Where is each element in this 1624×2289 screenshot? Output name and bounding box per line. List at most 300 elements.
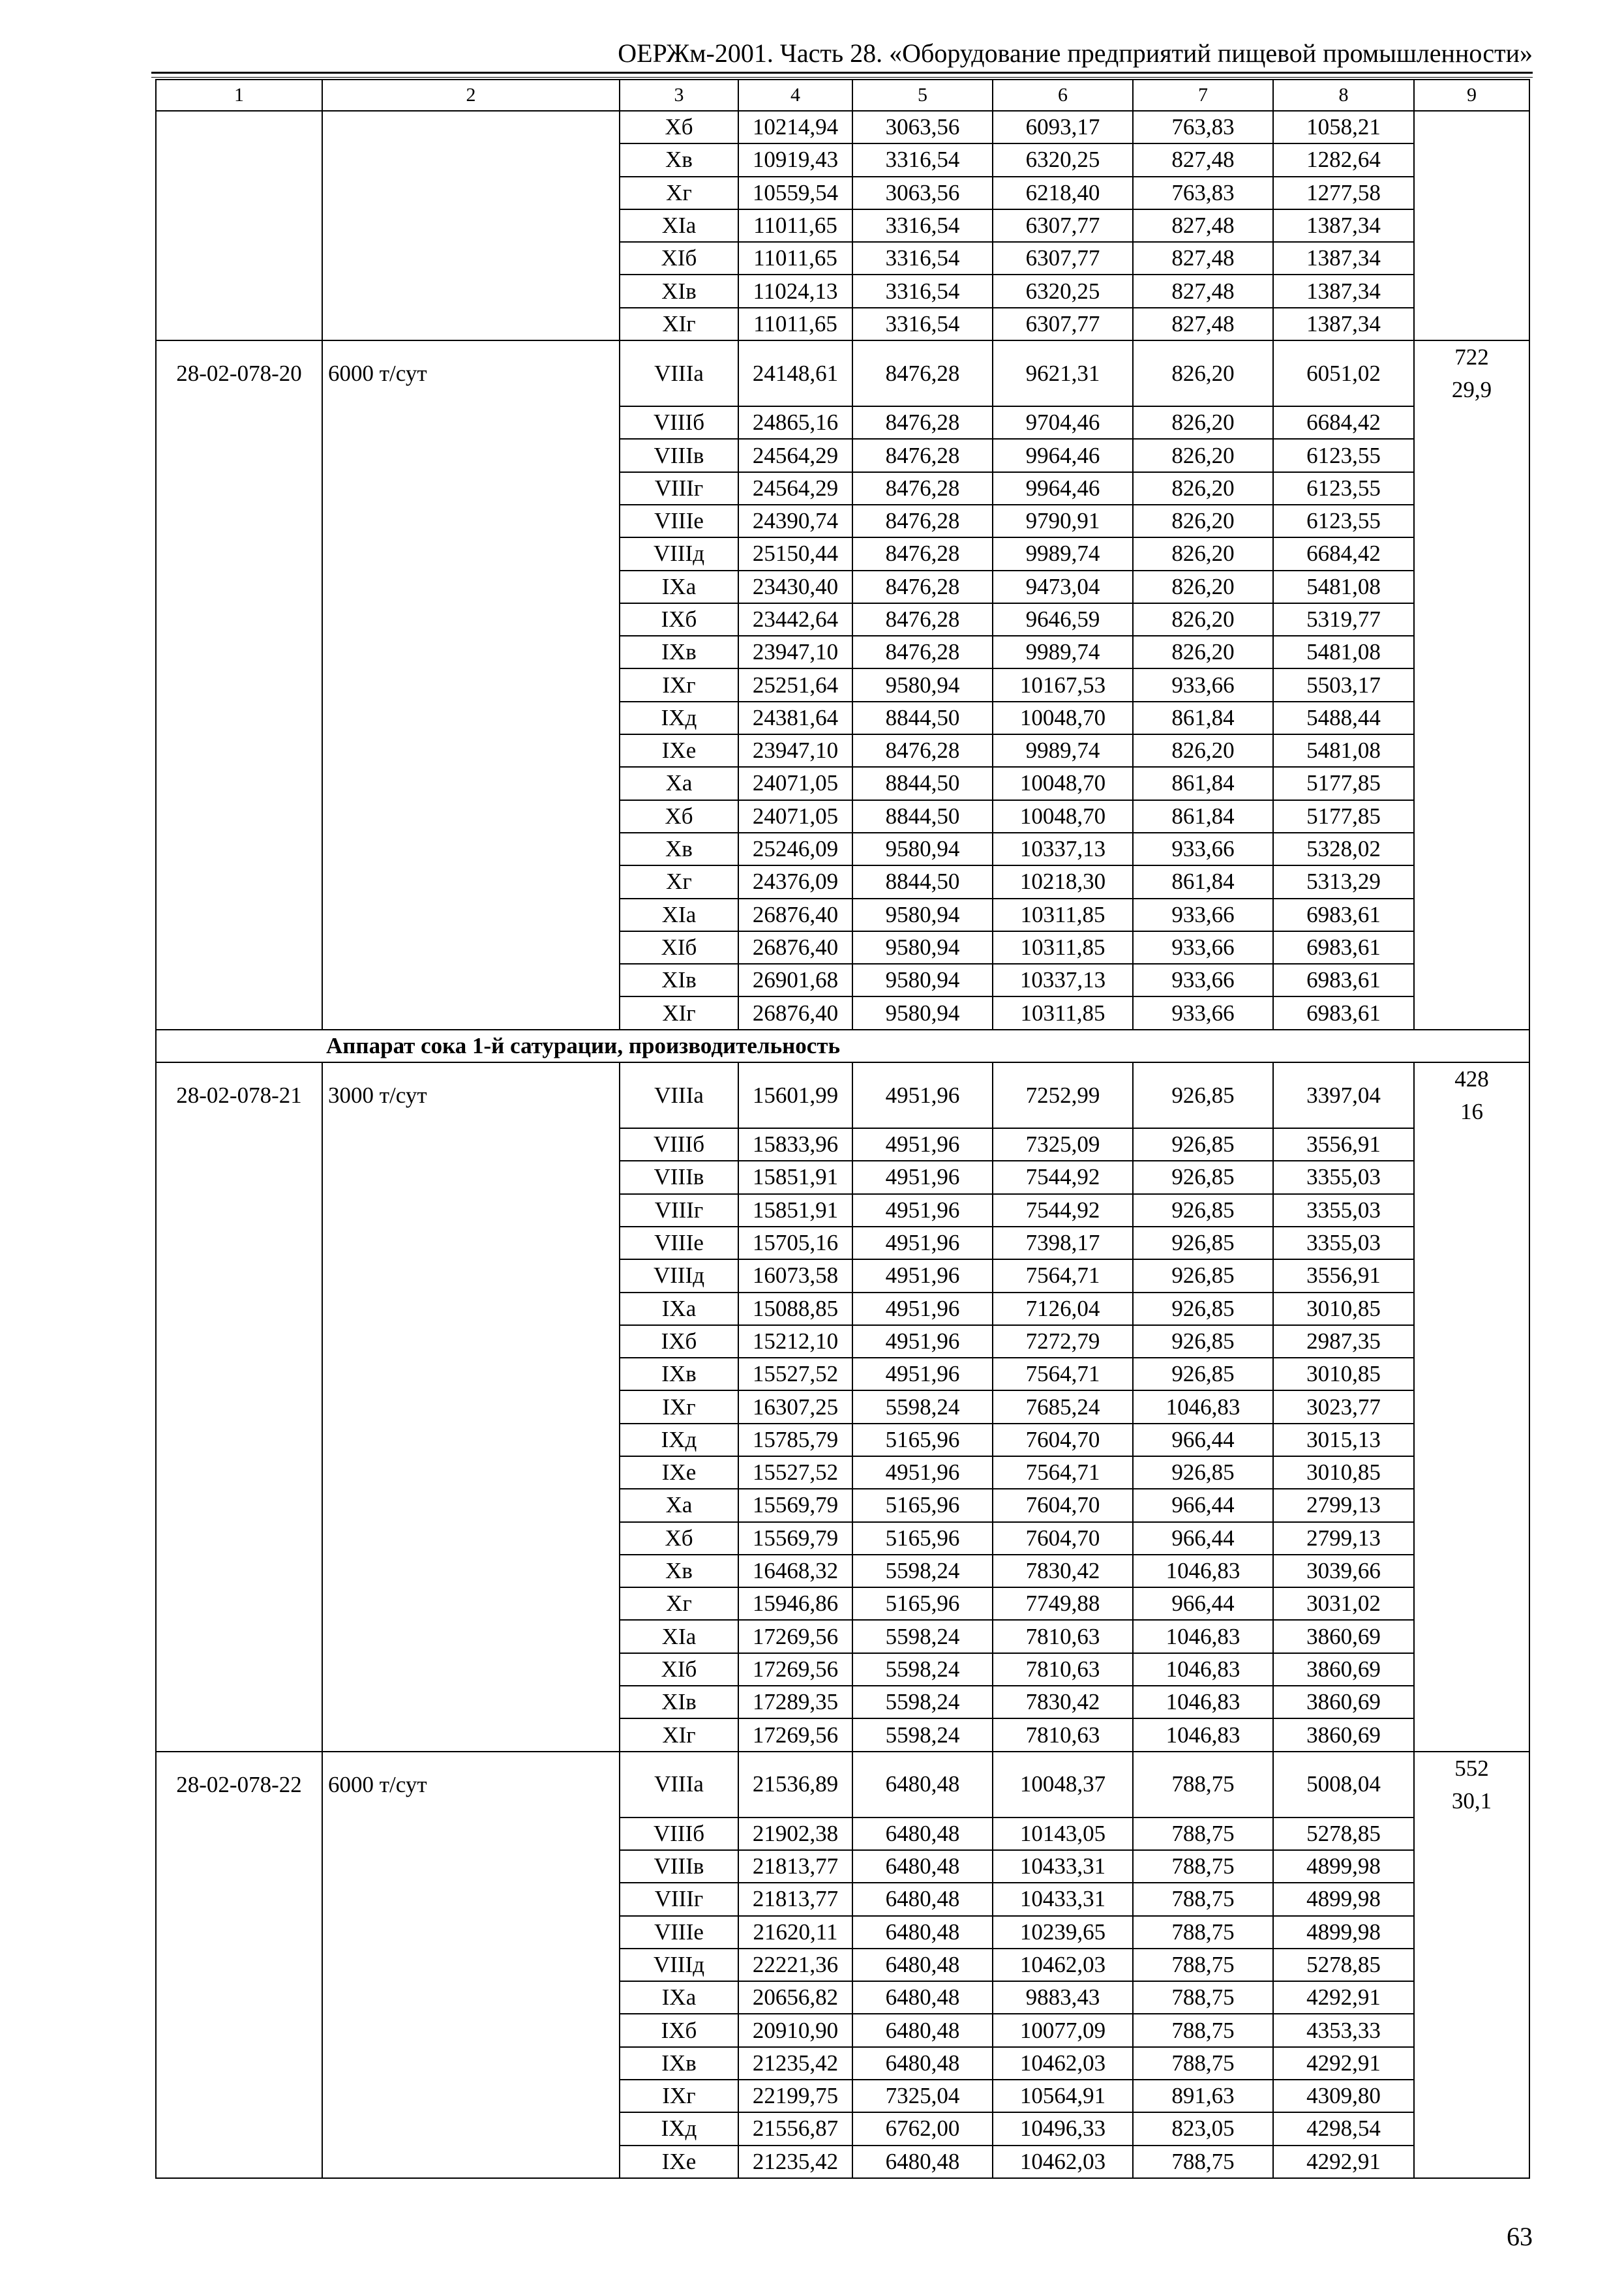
rate-code — [156, 2014, 322, 2046]
rate-code — [156, 2112, 322, 2145]
zone-cell: IXв — [620, 2047, 738, 2080]
cost-col7-cell: 826,20 — [1133, 571, 1273, 603]
table-row — [156, 242, 1529, 275]
col9-values — [1414, 209, 1529, 242]
table-row — [156, 833, 1529, 865]
column-number: 2 — [322, 80, 620, 111]
zone-cell: Xб — [620, 1522, 738, 1555]
cost-col7-cell: 826,20 — [1133, 439, 1273, 471]
zone-cell: XIв — [620, 275, 738, 307]
cost-col5-cell: 8844,50 — [852, 702, 993, 734]
capacity: 6000 т/сут — [322, 1752, 620, 1818]
cost-col8-cell: 6051,02 — [1273, 340, 1414, 406]
capacity — [322, 2047, 620, 2080]
col9-value: 428 — [1454, 1066, 1489, 1092]
total-cost-cell: 15527,52 — [738, 1456, 852, 1489]
cost-col8-cell: 5278,85 — [1273, 1818, 1414, 1850]
cost-col6-cell: 6307,77 — [993, 209, 1133, 242]
table-row — [156, 1128, 1529, 1161]
capacity — [322, 636, 620, 668]
cost-col5-cell: 7325,04 — [852, 2080, 993, 2112]
table-row — [156, 143, 1529, 176]
table-row — [156, 1522, 1529, 1555]
cost-col5-cell: 5598,24 — [852, 1718, 993, 1751]
cost-col6-cell: 7544,92 — [993, 1161, 1133, 1193]
capacity — [322, 1916, 620, 1949]
cost-col7-cell: 823,05 — [1133, 2112, 1273, 2145]
rate-code — [156, 1883, 322, 1915]
table-row — [156, 734, 1529, 767]
cost-col8-cell: 4899,98 — [1273, 1850, 1414, 1883]
cost-col6-cell: 10143,05 — [993, 1818, 1133, 1850]
zone-cell: IXб — [620, 1325, 738, 1358]
total-cost-cell: 21235,42 — [738, 2047, 852, 2080]
cost-col5-cell: 5598,24 — [852, 1620, 993, 1653]
rate-code — [156, 1424, 322, 1456]
cost-col6-cell: 9989,74 — [993, 636, 1133, 668]
table-row — [156, 308, 1529, 340]
col9-values — [1414, 1293, 1529, 1325]
col9-values — [1414, 833, 1529, 865]
total-cost-cell: 23430,40 — [738, 571, 852, 603]
rate-code — [156, 1161, 322, 1193]
rate-code — [156, 505, 322, 537]
col9-value: 30,1 — [1451, 1788, 1492, 1814]
total-cost-cell: 24390,74 — [738, 505, 852, 537]
cost-col5-cell: 4951,96 — [852, 1194, 993, 1227]
rate-code — [156, 1686, 322, 1718]
col9-values — [1414, 242, 1529, 275]
cost-col7-cell: 826,20 — [1133, 505, 1273, 537]
rate-code — [156, 242, 322, 275]
cost-col5-cell: 6480,48 — [852, 1850, 993, 1883]
table-row — [156, 1718, 1529, 1751]
cost-col8-cell: 5319,77 — [1273, 603, 1414, 636]
cost-col7-cell: 966,44 — [1133, 1424, 1273, 1456]
capacity — [322, 1883, 620, 1915]
zone-cell: IXа — [620, 1981, 738, 2014]
cost-col6-cell: 7604,70 — [993, 1489, 1133, 1521]
cost-col5-cell: 4951,96 — [852, 1293, 993, 1325]
capacity — [322, 1161, 620, 1193]
cost-col5-cell: 3316,54 — [852, 275, 993, 307]
cost-col5-cell: 5165,96 — [852, 1587, 993, 1620]
capacity — [322, 2014, 620, 2046]
zone-cell: VIIIв — [620, 1850, 738, 1883]
cost-col5-cell: 8476,28 — [852, 603, 993, 636]
capacity — [322, 1686, 620, 1718]
table-row — [156, 340, 1529, 406]
cost-col5-cell: 4951,96 — [852, 1128, 993, 1161]
cost-col6-cell: 7810,63 — [993, 1620, 1133, 1653]
rate-code — [156, 2080, 322, 2112]
cost-col8-cell: 6983,61 — [1273, 931, 1414, 964]
total-cost-cell: 11011,65 — [738, 308, 852, 340]
total-cost-cell: 17269,56 — [738, 1718, 852, 1751]
rate-code — [156, 1522, 322, 1555]
zone-cell: IXд — [620, 1424, 738, 1456]
rate-code — [156, 1259, 322, 1292]
capacity — [322, 1489, 620, 1521]
cost-col7-cell: 933,66 — [1133, 996, 1273, 1029]
column-number: 3 — [620, 80, 738, 111]
cost-col5-cell: 8844,50 — [852, 865, 993, 898]
cost-col7-cell: 826,20 — [1133, 636, 1273, 668]
zone-cell: IXг — [620, 2080, 738, 2112]
cost-col6-cell: 10048,70 — [993, 800, 1133, 833]
table-row — [156, 1981, 1529, 2014]
table-row — [156, 1062, 1529, 1128]
table-row — [156, 1259, 1529, 1292]
cost-col5-cell: 9580,94 — [852, 899, 993, 931]
cost-col6-cell: 7126,04 — [993, 1293, 1133, 1325]
table-row — [156, 1949, 1529, 1981]
col9-values — [1414, 603, 1529, 636]
zone-cell: Xб — [620, 111, 738, 143]
cost-col7-cell: 1046,83 — [1133, 1555, 1273, 1587]
capacity — [322, 1390, 620, 1423]
table-row — [156, 1686, 1529, 1718]
total-cost-cell: 10559,54 — [738, 177, 852, 209]
cost-col5-cell: 4951,96 — [852, 1325, 993, 1358]
capacity — [322, 1259, 620, 1292]
cost-col6-cell: 7272,79 — [993, 1325, 1133, 1358]
total-cost-cell: 21235,42 — [738, 2146, 852, 2178]
cost-col6-cell: 7564,71 — [993, 1358, 1133, 1390]
cost-col8-cell: 3860,69 — [1273, 1653, 1414, 1686]
total-cost-cell: 15088,85 — [738, 1293, 852, 1325]
total-cost-cell: 15785,79 — [738, 1424, 852, 1456]
rate-code — [156, 308, 322, 340]
table-row — [156, 1850, 1529, 1883]
cost-col5-cell: 5598,24 — [852, 1686, 993, 1718]
col9-values — [1414, 1259, 1529, 1292]
zone-cell: IXг — [620, 1390, 738, 1423]
table-row — [156, 209, 1529, 242]
col9-values — [1414, 899, 1529, 931]
column-number-row — [156, 80, 1529, 111]
section-header-row — [156, 1030, 1529, 1062]
table-row — [156, 1818, 1529, 1850]
rate-code — [156, 1227, 322, 1259]
cost-col8-cell: 3023,77 — [1273, 1390, 1414, 1423]
total-cost-cell: 11011,65 — [738, 209, 852, 242]
zone-cell: Xг — [620, 865, 738, 898]
col9-values — [1414, 1194, 1529, 1227]
rate-code — [156, 571, 322, 603]
zone-cell: IXг — [620, 668, 738, 701]
zone-cell: VIIIб — [620, 1128, 738, 1161]
total-cost-cell: 10214,94 — [738, 111, 852, 143]
cost-col8-cell: 1282,64 — [1273, 143, 1414, 176]
cost-col7-cell: 926,85 — [1133, 1227, 1273, 1259]
table-row — [156, 1620, 1529, 1653]
total-cost-cell: 24376,09 — [738, 865, 852, 898]
total-cost-cell: 24148,61 — [738, 340, 852, 406]
capacity — [322, 439, 620, 471]
cost-col8-cell: 6123,55 — [1273, 472, 1414, 505]
rate-code — [156, 1916, 322, 1949]
cost-col7-cell: 926,85 — [1133, 1161, 1273, 1193]
total-cost-cell: 20910,90 — [738, 2014, 852, 2046]
cost-col5-cell: 8844,50 — [852, 800, 993, 833]
table-row — [156, 2080, 1529, 2112]
rate-code — [156, 1981, 322, 2014]
cost-col8-cell: 5481,08 — [1273, 734, 1414, 767]
cost-col5-cell: 8476,28 — [852, 472, 993, 505]
cost-col8-cell: 3031,02 — [1273, 1587, 1414, 1620]
capacity — [322, 209, 620, 242]
total-cost-cell: 21536,89 — [738, 1752, 852, 1818]
table-row — [156, 1227, 1529, 1259]
cost-col6-cell: 10311,85 — [993, 899, 1133, 931]
cost-col5-cell: 6480,48 — [852, 1818, 993, 1850]
cost-col6-cell: 10218,30 — [993, 865, 1133, 898]
cost-col8-cell: 3355,03 — [1273, 1194, 1414, 1227]
col9-values — [1414, 1522, 1529, 1555]
cost-col7-cell: 1046,83 — [1133, 1686, 1273, 1718]
col9-values — [1414, 1325, 1529, 1358]
total-cost-cell: 17289,35 — [738, 1686, 852, 1718]
cost-col5-cell: 3316,54 — [852, 308, 993, 340]
rate-code — [156, 1293, 322, 1325]
cost-col6-cell: 10239,65 — [993, 1916, 1133, 1949]
cost-col5-cell: 3316,54 — [852, 209, 993, 242]
rate-code — [156, 111, 322, 143]
cost-col5-cell: 6480,48 — [852, 1949, 993, 1981]
cost-col8-cell: 2987,35 — [1273, 1325, 1414, 1358]
capacity — [322, 1850, 620, 1883]
table-row — [156, 505, 1529, 537]
zone-cell: XIв — [620, 1686, 738, 1718]
cost-col7-cell: 827,48 — [1133, 308, 1273, 340]
col9-values — [1414, 340, 1529, 406]
cost-col6-cell: 6320,25 — [993, 275, 1133, 307]
cost-col6-cell: 10311,85 — [993, 996, 1133, 1029]
rate-code — [156, 833, 322, 865]
capacity — [322, 1555, 620, 1587]
col9-values — [1414, 734, 1529, 767]
cost-col6-cell: 7810,63 — [993, 1653, 1133, 1686]
zone-cell: VIIIг — [620, 1194, 738, 1227]
cost-col6-cell: 10337,13 — [993, 964, 1133, 996]
cost-col5-cell: 6480,48 — [852, 2014, 993, 2046]
total-cost-cell: 24865,16 — [738, 406, 852, 439]
rate-code — [156, 537, 322, 570]
zone-cell: VIIIа — [620, 1752, 738, 1818]
col9-values — [1414, 1062, 1529, 1128]
col9-values — [1414, 406, 1529, 439]
cost-col6-cell: 7325,09 — [993, 1128, 1133, 1161]
zone-cell: XIа — [620, 209, 738, 242]
cost-col6-cell: 9646,59 — [993, 603, 1133, 636]
col9-values — [1414, 1718, 1529, 1751]
zone-cell: VIIIд — [620, 1949, 738, 1981]
zone-cell: Xг — [620, 1587, 738, 1620]
total-cost-cell: 15705,16 — [738, 1227, 852, 1259]
col9-values — [1414, 472, 1529, 505]
capacity — [322, 734, 620, 767]
col9-values — [1414, 1949, 1529, 1981]
cost-col8-cell: 4298,54 — [1273, 2112, 1414, 2145]
cost-col7-cell: 861,84 — [1133, 702, 1273, 734]
rate-code — [156, 734, 322, 767]
capacity — [322, 571, 620, 603]
cost-col7-cell: 933,66 — [1133, 964, 1273, 996]
zone-cell: VIIIд — [620, 537, 738, 570]
rate-code — [156, 143, 322, 176]
capacity — [322, 603, 620, 636]
capacity — [322, 1325, 620, 1358]
cost-col5-cell: 6480,48 — [852, 1916, 993, 1949]
page-number: 63 — [1507, 2222, 1533, 2251]
capacity: 3000 т/сут — [322, 1062, 620, 1128]
col9-values — [1414, 767, 1529, 800]
zone-cell: IXа — [620, 1293, 738, 1325]
cost-col6-cell: 7398,17 — [993, 1227, 1133, 1259]
total-cost-cell: 22199,75 — [738, 2080, 852, 2112]
cost-col5-cell: 9580,94 — [852, 964, 993, 996]
cost-col5-cell: 6480,48 — [852, 1883, 993, 1915]
zone-cell: XIб — [620, 242, 738, 275]
zone-cell: IXе — [620, 2146, 738, 2178]
cost-col6-cell: 7830,42 — [993, 1686, 1133, 1718]
cost-col5-cell: 4951,96 — [852, 1259, 993, 1292]
table-row — [156, 2112, 1529, 2145]
rate-code — [156, 177, 322, 209]
table-row — [156, 1325, 1529, 1358]
table-row — [156, 899, 1529, 931]
cost-col6-cell: 10048,70 — [993, 767, 1133, 800]
cost-col7-cell: 926,85 — [1133, 1062, 1273, 1128]
zone-cell: VIIIг — [620, 1883, 738, 1915]
cost-col8-cell: 1387,34 — [1273, 275, 1414, 307]
cost-col6-cell: 7810,63 — [993, 1718, 1133, 1751]
zone-cell: IXе — [620, 1456, 738, 1489]
zone-cell: VIIIе — [620, 505, 738, 537]
table-row — [156, 1161, 1529, 1193]
col9-values — [1414, 1653, 1529, 1686]
cost-col7-cell: 788,75 — [1133, 2047, 1273, 2080]
cost-col6-cell: 10077,09 — [993, 2014, 1133, 2046]
rate-code — [156, 275, 322, 307]
cost-col5-cell: 4951,96 — [852, 1062, 993, 1128]
col9-values — [1414, 177, 1529, 209]
capacity: 6000 т/сут — [322, 340, 620, 406]
zone-cell: Xг — [620, 177, 738, 209]
col9-values — [1414, 1456, 1529, 1489]
cost-col7-cell: 788,75 — [1133, 1818, 1273, 1850]
cost-col8-cell: 4309,80 — [1273, 2080, 1414, 2112]
col9-values — [1414, 1358, 1529, 1390]
cost-col6-cell: 10311,85 — [993, 931, 1133, 964]
cost-col8-cell: 3397,04 — [1273, 1062, 1414, 1128]
capacity — [322, 964, 620, 996]
cost-col5-cell: 5165,96 — [852, 1489, 993, 1521]
cost-col7-cell: 933,66 — [1133, 668, 1273, 701]
col9-values — [1414, 2047, 1529, 2080]
capacity — [322, 1456, 620, 1489]
zone-cell: XIг — [620, 1718, 738, 1751]
capacity — [322, 143, 620, 176]
cost-col7-cell: 933,66 — [1133, 931, 1273, 964]
total-cost-cell: 16073,58 — [738, 1259, 852, 1292]
total-cost-cell: 25246,09 — [738, 833, 852, 865]
cost-col5-cell: 8476,28 — [852, 734, 993, 767]
cost-col7-cell: 788,75 — [1133, 1752, 1273, 1818]
cost-col6-cell: 7749,88 — [993, 1587, 1133, 1620]
zone-cell: VIIIб — [620, 406, 738, 439]
cost-col6-cell: 9473,04 — [993, 571, 1133, 603]
cost-col7-cell: 966,44 — [1133, 1587, 1273, 1620]
capacity — [322, 1818, 620, 1850]
cost-col8-cell: 4899,98 — [1273, 1916, 1414, 1949]
col9-values — [1414, 1489, 1529, 1521]
cost-col8-cell: 1387,34 — [1273, 209, 1414, 242]
cost-col7-cell: 926,85 — [1133, 1128, 1273, 1161]
cost-col7-cell: 891,63 — [1133, 2080, 1273, 2112]
capacity — [322, 2112, 620, 2145]
zone-cell: XIб — [620, 1653, 738, 1686]
capacity — [322, 406, 620, 439]
cost-col6-cell: 10462,03 — [993, 1949, 1133, 1981]
rate-code — [156, 1325, 322, 1358]
total-cost-cell: 15851,91 — [738, 1161, 852, 1193]
total-cost-cell: 15851,91 — [738, 1194, 852, 1227]
header-rule-thin — [151, 77, 1533, 78]
total-cost-cell: 15946,86 — [738, 1587, 852, 1620]
capacity — [322, 1194, 620, 1227]
rate-code — [156, 767, 322, 800]
cost-col7-cell: 926,85 — [1133, 1358, 1273, 1390]
cost-col7-cell: 763,83 — [1133, 177, 1273, 209]
col9-values — [1414, 865, 1529, 898]
cost-col7-cell: 926,85 — [1133, 1259, 1273, 1292]
cost-col5-cell: 4951,96 — [852, 1358, 993, 1390]
cost-col6-cell: 9989,74 — [993, 734, 1133, 767]
rate-code — [156, 439, 322, 471]
cost-col5-cell: 6480,48 — [852, 2146, 993, 2178]
cost-col5-cell: 4951,96 — [852, 1456, 993, 1489]
zone-cell: XIб — [620, 931, 738, 964]
rate-code — [156, 865, 322, 898]
cost-col5-cell: 4951,96 — [852, 1161, 993, 1193]
cost-col8-cell: 5313,29 — [1273, 865, 1414, 898]
cost-col8-cell: 1277,58 — [1273, 177, 1414, 209]
cost-col5-cell: 4951,96 — [852, 1227, 993, 1259]
cost-col5-cell: 6480,48 — [852, 1752, 993, 1818]
cost-col7-cell: 827,48 — [1133, 242, 1273, 275]
col9-values — [1414, 2014, 1529, 2046]
header-rule — [151, 72, 1533, 74]
total-cost-cell: 11011,65 — [738, 242, 852, 275]
zone-cell: Xб — [620, 800, 738, 833]
total-cost-cell: 17269,56 — [738, 1653, 852, 1686]
col9-value: 552 — [1454, 1755, 1489, 1781]
rate-code: 28-02-078-22 — [156, 1752, 322, 1818]
table-row — [156, 1456, 1529, 1489]
total-cost-cell: 23947,10 — [738, 636, 852, 668]
capacity — [322, 1128, 620, 1161]
cost-col8-cell: 3355,03 — [1273, 1161, 1414, 1193]
rate-code — [156, 209, 322, 242]
zone-cell: Xв — [620, 833, 738, 865]
total-cost-cell: 15569,79 — [738, 1522, 852, 1555]
cost-col5-cell: 5598,24 — [852, 1390, 993, 1423]
column-number: 7 — [1133, 80, 1273, 111]
cost-col7-cell: 826,20 — [1133, 734, 1273, 767]
cost-col7-cell: 933,66 — [1133, 899, 1273, 931]
